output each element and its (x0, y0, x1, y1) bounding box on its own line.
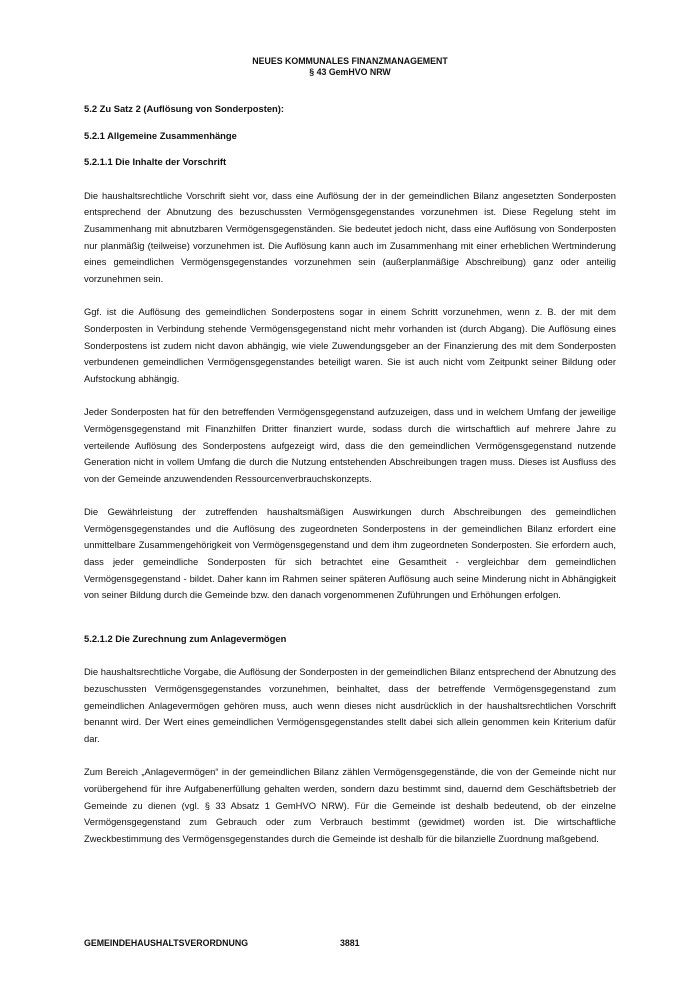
document-body (84, 101, 616, 847)
page-number: 3881 (340, 938, 360, 948)
section-heading-5-2-1-1: 5.2.1.1 Die Inhalte der Vorschrift (84, 156, 227, 168)
section-heading-5-2-1-2: 5.2.1.2 Die Zurechnung zum Anlagevermögen (84, 632, 287, 644)
section-heading-5-2: 5.2 Zu Satz 2 (Auflösung von Sonderposten): (84, 103, 285, 114)
paragraph-5: Die haushaltsrechtliche Vorgabe, die Auflösung der Sonderposten in der gemeindlichen Bilanz entsprechend der Abnutzung des bezuschussten Vermögensgegenstandes vorzunehmen, beinhaltet, dass der betreffende Vermögensgegenstand zum gemeindlichen Anlagevermögen gehören muss, auch wenn dieses nicht ausdrücklich in der haushaltsrechtlichen Vorschrift benannt wird. Der Wert eines gemeindlichen Vermögensgegenstandes stellt dabei sich allein genommen kein Kriterium dafür dar. (84, 666, 616, 744)
paragraph-1: Die haushaltsrechtliche Vorschrift sieht vor, dass eine Auflösung der in der gemeindlichen Bilanz angesetzten Sonderposten entsprechend der Abnutzung des bezuschussten Vermögensgegenstandes vorzunehmen ist. Diese Regelung steht im Zusammenhang mit abnutzbaren Vermögensgegenständen. Sie bedeutet jedoch nicht, dass eine Auflösung von Sonderposten nur planmäßig (teilweise) vorzunehmen ist. Die Auflösung kann auch im Zusammenhang mit einer erheblichen Wertminderung eines gemeindlichen Vermögensgegenstandes vorzunehmen sein (außerplanmäßige Abschreibung) ganz oder anteilig vorzunehmen sein. (84, 189, 616, 284)
paragraph-3: Jeder Sonderposten hat für den betreffenden Vermögensgegenstand aufzuzeigen, dass und in welchem Umfang der jeweilige Vermögensgegenstand mit Finanzhilfen Dritter finanziert wurde, sodass durch die wirtschaftlich auf mehrere Jahre zu verteilende Auflösung des Sonderpostens aufgezeigt wird, dass die den gemeindlichen Vermögensgegenstand nutzende Generation nicht in vollem Umfang die durch die Nutzung entstehenden Abschreibungen tragen muss. Dieses ist Ausfluss des von der Gemeinde anzuwendenden Ressourcenverbrauchskonzepts. (84, 406, 616, 484)
paragraph-4: Die Gewährleistung der zutreffenden haushaltsmäßigen Auswirkungen durch Abschreibungen des gemeindlichen Vermögensgegenstandes und die Auflösung des zugeordneten Sonderpostens in der gemeindlichen Bilanz erfordert eine unmittelbare Zusammengehörigkeit von Vermögensgegenstand und dem ihm zugeordneten Sonderposten. Sie erfordern auch, dass jeder gemeindliche Sonderposten für sich betrachtet eine Gesamtheit - vergleichbar dem gemeindlichen Vermögensgegenstand - bildet. Daher kann im Rahmen seiner späteren Auflösung auch seine Minderung nicht in Abhängigkeit von seiner Bildung durch die Gemeinde bzw. den danach vorgenommenen Zuführungen und Erhöhungen erfolgen. (84, 506, 616, 601)
paragraph-6: Zum Bereich „Anlagevermögen“ in der gemeindlichen Bilanz zählen Vermögensgegenstände, die von der Gemeinde nicht nur vorübergehend für ihre Aufgabenerfüllung gehalten werden, sondern dazu bestimmt sind, dauernd dem Geschäftsbetrieb der Gemeinde zu dienen (vgl. § 33 Absatz 1 GemHVO NRW). Für die Gemeinde ist deshalb bedeutend, ob der einzelne Vermögensgegenstand zum Gebrauch oder zum Verbrauch bestimmt (gewidmet) worden ist. Die wirtschaftliche Zweckbestimmung des Vermögensgegenstandes durch die Gemeinde ist deshalb für die bilanzielle Zuordnung maßgebend. (84, 766, 616, 844)
header-subtitle: § 43 GemHVO NRW (309, 67, 391, 77)
footer-title: GEMEINDEHAUSHALTSVERORDNUNG (84, 938, 249, 948)
section-heading-5-2-1: 5.2.1 Allgemeine Zusammenhänge (84, 129, 237, 141)
paragraph-2: Ggf. ist die Auflösung des gemeindlichen Sonderpostens sogar in einem Schritt vorzunehmen, wenn z. B. der mit dem Sonderposten in Verbindung stehende Vermögensgegenstand nicht mehr vorhanden ist (durch Abgang). Die Auflösung eines Sonderpostens ist zudem nicht davon abhängig, wie viele Zuwendungsgeber an der Finanzierung des mit dem Sonderposten verbundenen gemeindlichen Vermögensgegenstandes beteiligt waren. Sie ist auch nicht vom Zeitpunkt seiner Bildung oder Aufstockung abhängig. (84, 306, 616, 384)
page-header (0, 56, 700, 78)
header-title: NEUES KOMMUNALES FINANZMANAGEMENT (252, 56, 448, 66)
